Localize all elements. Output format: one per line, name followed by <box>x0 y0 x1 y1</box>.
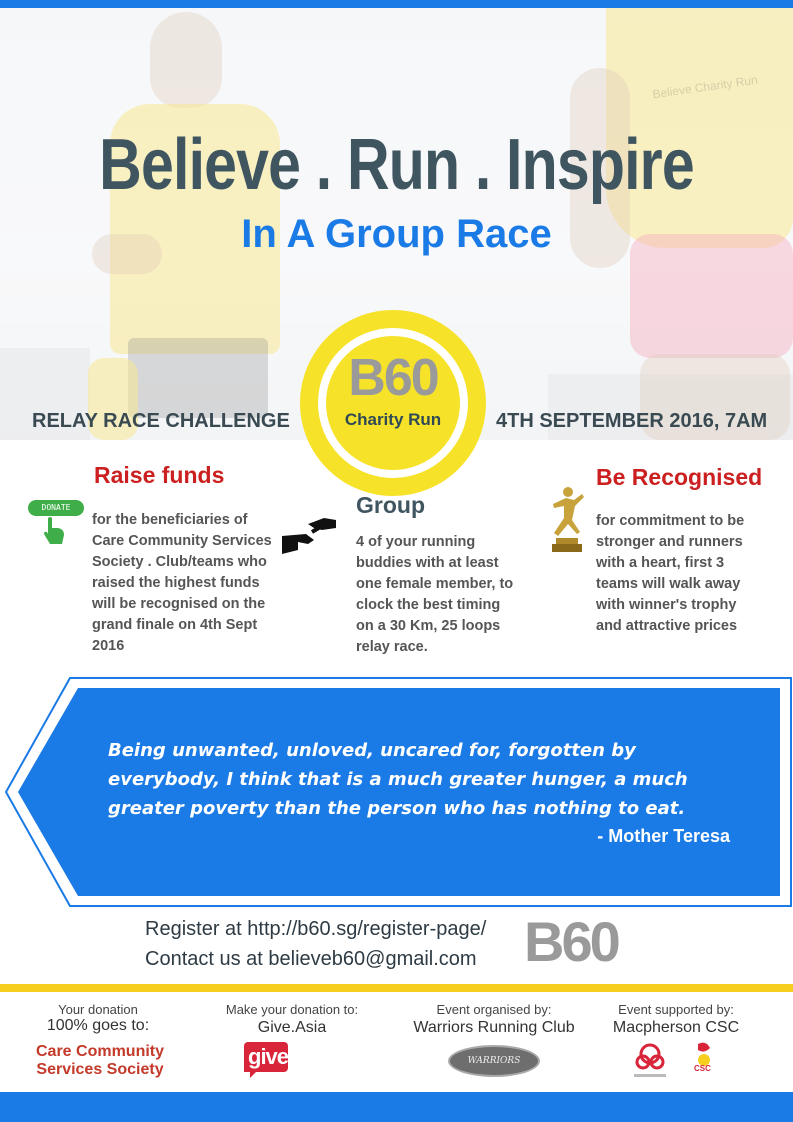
quote-author: - Mother Teresa <box>597 826 730 846</box>
quote-text: Being unwanted, unloved, uncared for, forgotten by everybody, I think that is a much greater hunger, a much greater poverty than the person who has nothing to eat. <box>108 740 688 819</box>
ccss-logo: Care Community Services Society <box>35 1043 165 1078</box>
be-recognised-heading: Be Recognised <box>596 464 763 490</box>
trophy-icon <box>544 486 588 554</box>
supporter-value: Macpherson CSC <box>612 1019 740 1036</box>
organiser-label: Event organised by: <box>436 1002 552 1017</box>
bottom-accent-bar <box>0 1092 793 1122</box>
raise-funds-heading: Raise funds <box>94 462 225 488</box>
csc-logo: CSC <box>686 1040 722 1080</box>
donate-button[interactable]: DONATE <box>28 500 84 516</box>
top-accent-bar <box>0 0 793 8</box>
b60-logo: B60 <box>348 349 438 407</box>
event-date: 4TH SEPTEMBER 2016, 7AM <box>496 410 768 432</box>
macpherson-cc-logo <box>630 1040 670 1080</box>
page-subtitle: In A Group Race <box>241 212 552 256</box>
raise-funds-text: for the beneficiaries of Care Community Services Society . Club/teams who raised the highest funds will be recognised on the grand finale on 4th Sept 2016 <box>92 512 272 654</box>
be-recognised-text: for commitment to be stronger and runners with a heart, first 3 teams will walk away with winner's trophy and attractive prices <box>596 513 745 634</box>
relay-caption: RELAY RACE CHALLENGE <box>32 410 290 432</box>
page-title: Believe . Run . Inspire <box>99 125 694 205</box>
register-link[interactable]: Register at http://b60.sg/register-page/ <box>145 918 487 940</box>
shirt-print: Believe Charity Run <box>651 72 759 102</box>
organiser-value: Warriors Running Club <box>413 1019 575 1036</box>
donation-label: Your donation <box>58 1002 138 1017</box>
b60-footer-logo: B60 <box>524 910 618 973</box>
warriors-logo: WARRIORS <box>448 1045 540 1077</box>
baton-exchange-icon <box>278 514 342 558</box>
supporter-label: Event supported by: <box>618 1002 734 1017</box>
donate-to-value: Give.Asia <box>257 1019 327 1036</box>
tap-hand-icon <box>38 514 70 546</box>
footer-divider <box>0 984 793 992</box>
charity-run-label: Charity Run <box>344 410 442 429</box>
give-asia-logo[interactable]: give asia <box>244 1042 342 1080</box>
group-heading: Group <box>356 492 425 518</box>
donate-to-label: Make your donation to: <box>225 1002 359 1017</box>
group-text: 4 of your running buddies with at least one female member, to clock the best timing on a 30 Km, 25 loops relay race. <box>356 534 514 655</box>
contact-email[interactable]: Contact us at believeb60@gmail.com <box>145 948 477 970</box>
donation-value: 100% goes to: <box>46 1017 150 1034</box>
